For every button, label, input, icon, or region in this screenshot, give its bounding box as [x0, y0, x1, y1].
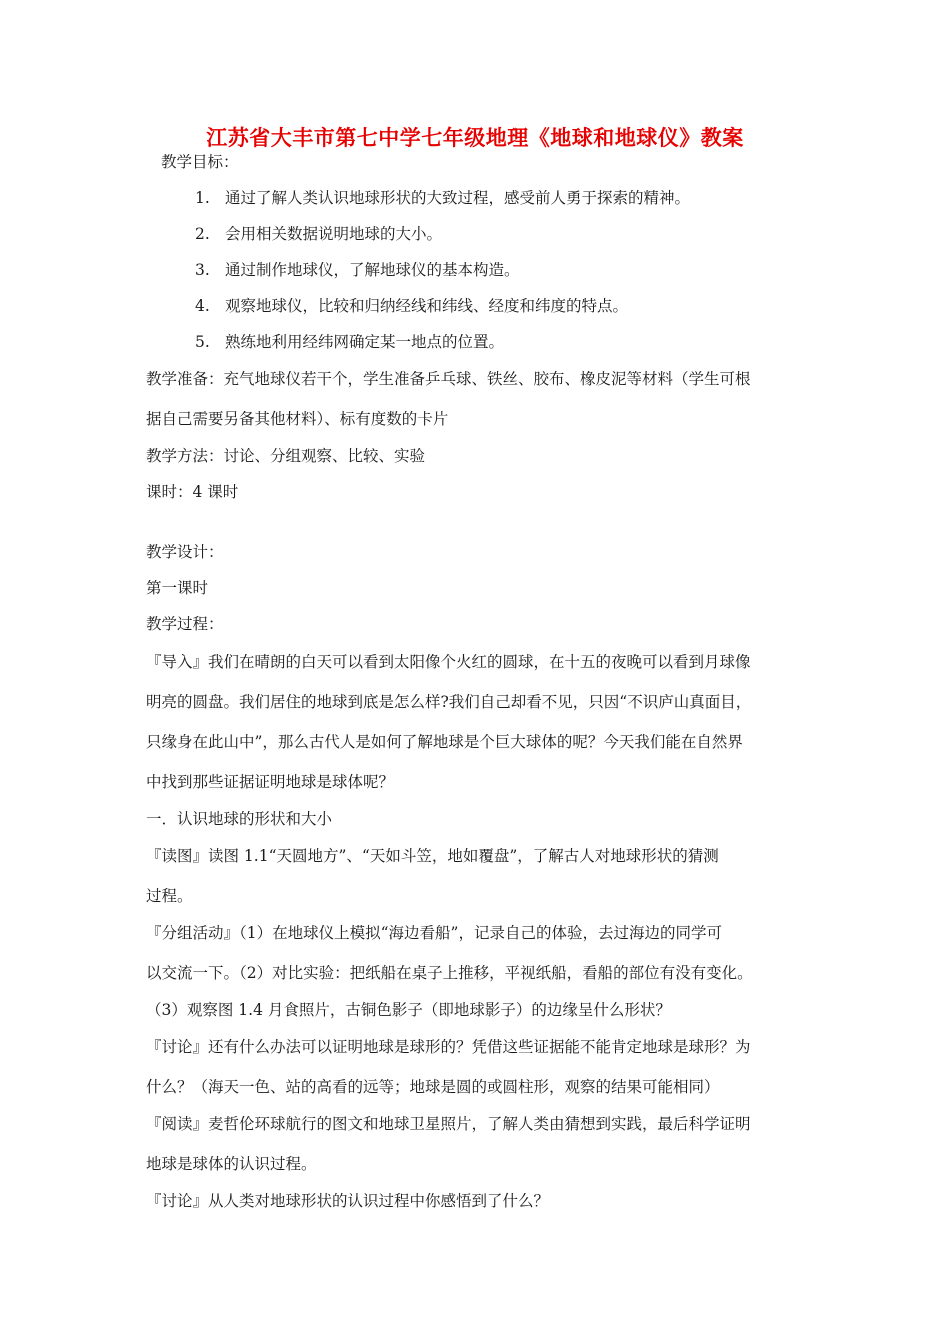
section-heading: 一．认识地球的形状和大小: [146, 810, 333, 828]
intro-line: 中找到那些证据证明地球是球体呢？: [146, 773, 395, 791]
preparation-line: 据自己需要另备其他材料）、标有度数的卡片: [146, 410, 449, 428]
lesson-heading: 第一课时: [146, 579, 209, 597]
objective-text: 通过制作地球仪，了解地球仪的基本构造。: [225, 261, 520, 279]
objective-item: [195, 296, 628, 316]
objective-text: 观察地球仪，比较和归纳经线和纬线、经度和纬度的特点。: [225, 297, 629, 315]
objective-number: 2.: [195, 225, 210, 243]
group-activity-line: 以交流一下。（2）对比实验：把纸船在桌子上推移，平视纸船，看船的部位有没有变化。: [146, 964, 753, 982]
objective-item: [195, 224, 442, 244]
discussion-line: 『讨论』从人类对地球形状的认识过程中你感悟到了什么？: [146, 1192, 550, 1210]
intro-line: 明亮的圆盘。我们居住的地球到底是怎么样?我们自己却看不见，只因“不识庐山真面目，: [146, 693, 752, 711]
preparation-line: 教学准备：充气地球仪若干个，学生准备乒乓球、铁丝、胶布、橡皮泥等材料（学生可根: [146, 370, 751, 388]
objective-number: 3.: [195, 261, 210, 279]
objective-text: 会用相关数据说明地球的大小。: [225, 225, 443, 243]
discussion-line: 什么？（海天一色、站的高看的远等；地球是圆的或圆柱形，观察的结果可能相同）: [146, 1078, 720, 1096]
objective-number: 4.: [195, 297, 210, 315]
design-heading: 教学设计：: [146, 543, 224, 561]
objective-text: 通过了解人类认识地球形状的大致过程，感受前人勇于探索的精神。: [225, 189, 691, 207]
process-heading: 教学过程：: [146, 615, 224, 633]
reading-line: 『阅读』麦哲伦环球航行的图文和地球卫星照片，了解人类由猜想到实践，最后科学证明: [146, 1115, 751, 1133]
objectives-heading: 教学目标：: [161, 153, 239, 171]
group-activity-line: （3）观察图 1.4 月食照片，古铜色影子（即地球影子）的边缘呈什么形状？: [146, 1001, 671, 1019]
objective-number: 5.: [195, 333, 210, 351]
read-figure-line: 过程。: [146, 887, 193, 905]
teaching-method: 教学方法：讨论、分组观察、比较、实验: [146, 447, 426, 465]
discussion-line: 『讨论』还有什么办法可以证明地球是球形的？凭借这些证据能不能肯定地球是球形？为: [146, 1038, 751, 1056]
objective-item: [195, 332, 504, 352]
objective-text: 熟练地利用经纬网确定某一地点的位置。: [225, 333, 505, 351]
group-activity-line: 『分组活动』（1）在地球仪上模拟“海边看船”，记录自己的体验，去过海边的同学可: [146, 924, 722, 942]
class-hours: 课时：4 课时: [146, 483, 239, 501]
reading-line: 地球是球体的认识过程。: [146, 1155, 317, 1173]
intro-line: 『导入』我们在晴朗的白天可以看到太阳像个火红的圆球，在十五的夜晚可以看到月球像: [146, 653, 751, 671]
objective-item: [195, 188, 690, 208]
document-title: 江苏省大丰市第七中学七年级地理《地球和地球仪》教案: [206, 125, 744, 150]
read-figure-line: 『读图』读图 1.1“天圆地方”、“天如斗笠，地如覆盘”，了解古人对地球形状的猜测: [146, 847, 719, 865]
objective-item: [195, 260, 520, 280]
objective-number: 1.: [195, 189, 210, 207]
intro-line: 只缘身在此山中”，那么古代人是如何了解地球是个巨大球体的呢？今天我们能在自然界: [146, 733, 743, 751]
